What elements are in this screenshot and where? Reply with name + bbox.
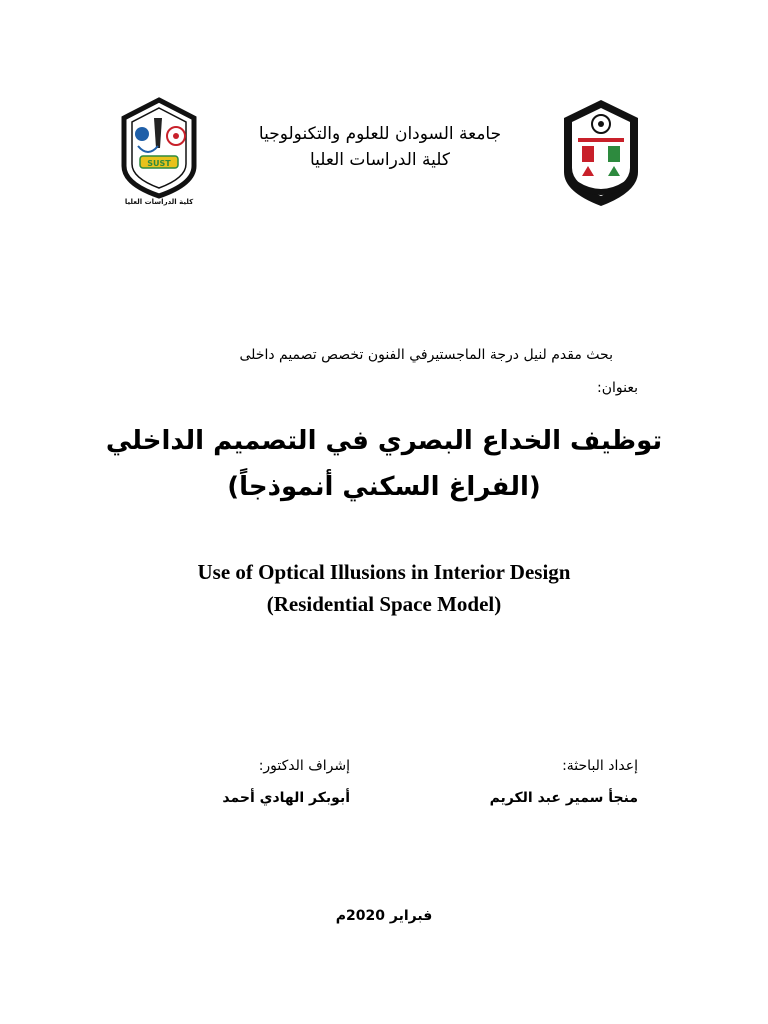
supervisor-name: أبوبكر الهادي أحمد xyxy=(222,790,350,806)
titled-label: بعنوان: xyxy=(597,380,638,396)
supervisor-label: إشراف الدكتور: xyxy=(258,758,350,774)
college-name: كلية الدراسات العليا xyxy=(309,150,450,170)
prepared-by-label: إعداد الباحثة: xyxy=(562,758,638,774)
arabic-title-line-2: (الفراغ السكني أنموذجاً) xyxy=(227,472,541,502)
english-title-line-2: (Residential Space Model) xyxy=(266,592,502,616)
english-title-line-1: Use of Optical Illusions in Interior Design xyxy=(197,560,571,584)
university-name: جامعة السودان للعلوم والتكنولوجيا xyxy=(258,124,502,144)
logo-caption-text: كلية الدراسات العليا xyxy=(124,198,194,206)
arabic-title-line-1: توظيف الخداع البصري في التصميم الداخلي xyxy=(105,426,663,456)
logo-badge-text: SUST xyxy=(147,159,171,168)
degree-statement: بحث مقدم لنيل درجة الماجستيرفي الفنون تخصص تصميم داخلى xyxy=(239,347,613,363)
submission-date: فبراير 2020م xyxy=(335,908,433,924)
researcher-name: منجأ سمير عبد الكريم xyxy=(489,790,638,806)
